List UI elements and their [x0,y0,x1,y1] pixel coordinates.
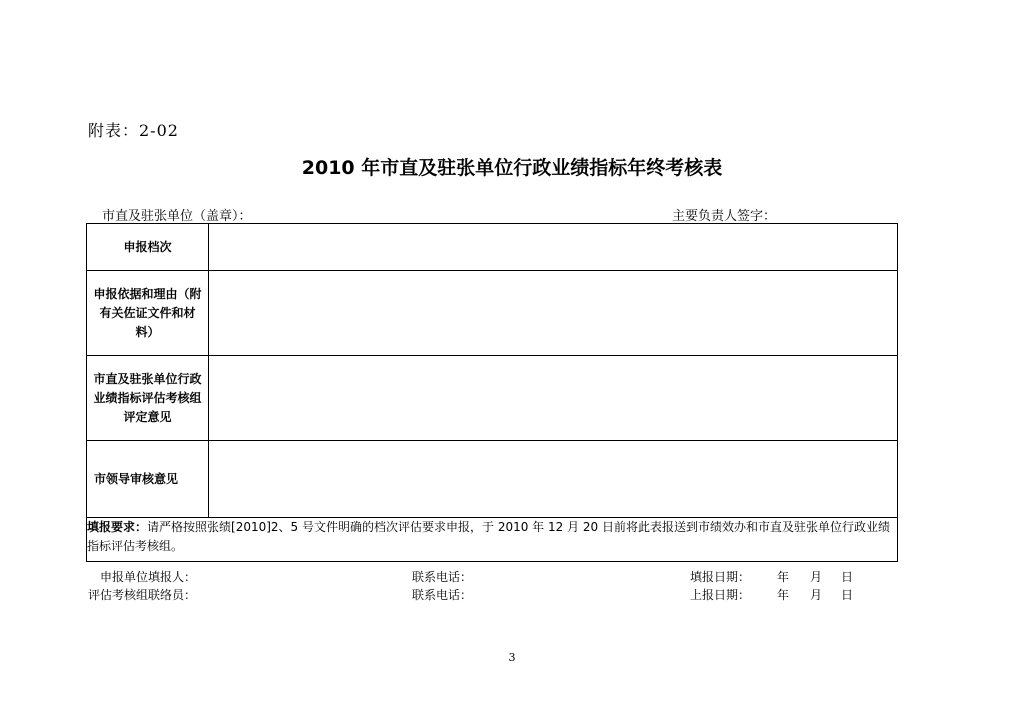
contact-phone-label: 联系电话： [412,588,473,602]
page-number: 3 [508,651,516,664]
fill-date-label: 填报日期： [690,570,751,584]
liaison-label: 评估考核组联络员： [88,588,197,602]
assessment-table [86,223,898,562]
row-label-basis-reasons [87,271,209,356]
contact-phone-label: 联系电话： [412,570,473,584]
table-row [87,518,898,562]
row-value-leader-opinion[interactable] [209,441,898,518]
filler-label: 申报单位填报人： [100,570,197,584]
responsible-signature-label: 主要负责人签字： [672,209,777,224]
row-value-group-opinion[interactable] [209,356,898,441]
table-row [87,356,898,441]
form-title: 2010 年市直及驻张单位行政业绩指标年终考核表 [301,157,723,179]
filling-requirements-text: 请严格按照张绩[2010]2、5 号文件明确的档次评估要求申报，于 2010 年 12 月 20 日前将此表报送到市绩效办和市直及驻张单位行政业绩指标评估考核组。 [87,520,890,553]
table-row [87,224,898,271]
fill-date-day: 日 [841,570,854,584]
row-label-group-opinion [87,356,209,441]
table-row [87,441,898,518]
fill-date-year: 年 [777,570,790,584]
row-label-declared-level: 申报档次 [87,224,209,271]
fill-date-month: 月 [810,570,823,584]
row-label-leader-opinion: 市领导审核意见 [87,441,209,518]
report-date-label: 上报日期： [690,588,751,602]
row-label-group-opinion-text: 市直及驻张单位行政业绩指标评估考核组评定意见 [93,371,202,424]
table-row [87,271,898,356]
appendix-label: 附表：2-02 [88,121,179,140]
report-date-day: 日 [841,588,854,602]
report-date-year: 年 [777,588,790,602]
row-label-basis-reasons-text: 申报依据和理由（附有关佐证文件和材料） [93,286,202,339]
filling-requirements-title: 填报要求： [87,520,148,534]
report-date-month: 月 [810,588,823,602]
row-value-declared-level[interactable] [209,224,898,271]
row-value-basis-reasons[interactable] [209,271,898,356]
filling-requirements [87,518,898,562]
unit-stamp-label: 市直及驻张单位（盖章）： [102,209,252,224]
